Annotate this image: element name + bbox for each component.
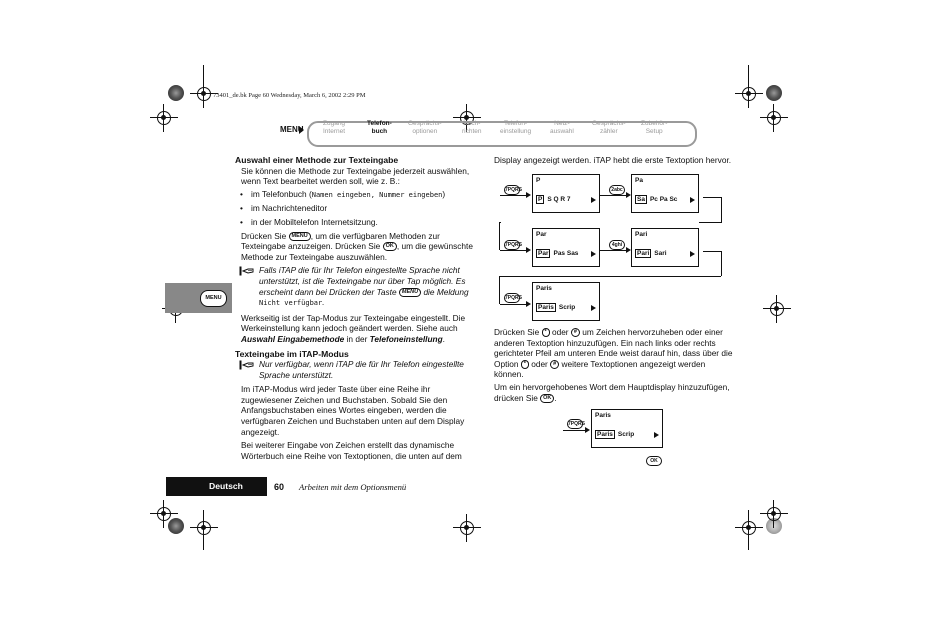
side-tab <box>165 283 232 313</box>
arrow-line <box>703 197 721 198</box>
note: Falls iTAP die für Ihr Telefon eingestellte Sprache nicht unterstützt, ist die Texteingabe nur über Tap möglich. Es erscheint dann bei Drücken der Taste MENU die Meldung Nicht verfügbar. <box>235 265 480 308</box>
menu-label: MENU <box>280 125 304 134</box>
arrow-right-icon <box>526 247 531 253</box>
arrow-right-icon <box>299 126 304 134</box>
connector-line <box>721 197 722 223</box>
crop-line <box>203 65 204 105</box>
nav-item-netzauswahl: Netz- auswahl <box>550 120 574 135</box>
phone-display: Paris Paris Scrip <box>532 282 600 321</box>
heading-text-method: Auswahl einer Methode zur Texteingabe <box>235 155 399 165</box>
footer-chapter-title: Arbeiten mit dem Optionsmenü <box>299 482 407 492</box>
registration-mark-icon <box>760 500 788 528</box>
phone-display: Pa Sa Pc Pa Sc <box>631 174 699 213</box>
key-2-icon: 2abc <box>609 185 625 195</box>
paragraph: Display angezeigt werden. iTAP hebt die erste Textoption hervor. <box>494 155 732 165</box>
registration-mark-icon <box>735 80 763 108</box>
nav-item-telefoneinstellung: Telefon- einstellung <box>500 120 532 135</box>
arrow-right-icon <box>654 432 659 438</box>
list-item: • im Nachrichteneditor <box>235 203 480 214</box>
paragraph: Drücken Sie MENU , um die verfügbaren Methoden zur Texteingabe anzuzeigen. Drücken Sie OK , um die gewünschte Methode zur Texteingabe auszuwählen. <box>241 230 473 262</box>
crop-line <box>748 510 749 550</box>
paragraph: Im iTAP-Modus wird jeder Taste über eine Reihe ihr zugewiesener Zeichen und Buchstaben. Sobald Sie den Anfangsbuchstaben eines Wortes eingeben, werden die verfügbaren Zeichen und Buchstaben unten auf dem Display angezeigt. <box>241 384 465 437</box>
arrow-right-icon <box>591 305 596 311</box>
ok-key-icon: OK <box>646 456 662 466</box>
registration-mark-icon <box>763 295 791 323</box>
arrow-right-icon <box>591 251 596 257</box>
paragraph: Um ein hervorgehobenes Wort dem Hauptdisplay hinzuzufügen, drücken Sie OK . <box>494 382 730 403</box>
arrow-right-icon <box>526 301 531 307</box>
paragraph: Bei weiterer Eingabe von Zeichen erstellt das dynamische Wörterbuch eine Reihe von Textoptionen, die unten auf dem <box>241 440 462 461</box>
star-key-icon: * <box>542 328 550 337</box>
menu-navigation-bar <box>275 117 693 145</box>
phone-display: Pari Pari Sari <box>631 228 699 267</box>
arrow-line <box>499 276 721 277</box>
paragraph: Werkseitig ist der Tap-Modus zur Texteingabe eingestellt. Die Werkeinstellung kann jedoch geändert werden. Siehe auch Auswahl Eingabemethode in der Telefoneinstellung. <box>241 312 466 344</box>
nav-item-telefonbuch: Telefon- buch <box>367 120 392 135</box>
heading-itap-mode: Texteingabe im iTAP-Modus <box>235 348 349 359</box>
menu-key-icon: MENU <box>200 290 227 307</box>
crop-line <box>748 65 749 105</box>
arrow-right-icon <box>591 197 596 203</box>
note-hand-icon <box>239 266 255 276</box>
registration-mark-icon <box>453 514 481 542</box>
registration-mark-icon <box>190 514 218 542</box>
color-disc-icon <box>168 85 184 101</box>
crop-line <box>203 510 204 550</box>
phone-display: P P S Q R 7 <box>532 174 600 213</box>
ok-key-icon: OK <box>383 242 397 251</box>
hash-key-icon: # <box>571 328 580 337</box>
nav-item-zubehoer-setup: Zubehör- Setup <box>641 120 668 135</box>
key-4-icon: 4ghi <box>609 240 625 250</box>
registration-mark-icon <box>150 104 178 132</box>
hash-key-icon: # <box>550 360 559 369</box>
connector-line <box>499 222 500 250</box>
phone-display: Par Par Pas Sas <box>532 228 600 267</box>
arrow-line <box>600 195 626 196</box>
footer-language-tab: Deutsch <box>166 477 267 496</box>
arrow-right-icon <box>690 197 695 203</box>
arrow-line <box>699 222 721 223</box>
print-header-meta: 73401_de.bk Page 60 Wednesday, March 6, 2002 2:29 PM <box>213 92 366 99</box>
paragraph: Sie können die Methode zur Texteingabe jederzeit auswählen, wenn Text bearbeitet werden soll, wie z. B.: <box>241 165 470 187</box>
arrow-right-icon <box>585 427 590 433</box>
arrow-right-icon <box>690 251 695 257</box>
star-key-icon: * <box>521 360 529 369</box>
color-disc-icon <box>766 85 782 101</box>
connector-line <box>499 276 500 304</box>
note-hand-icon <box>239 360 255 370</box>
paragraph: Drücken Sie * oder # um Zeichen hervorzuheben oder einer anderen Textoption hinzuzufügen. Ein nach links oder rechts gerichteter Pfeil am unteren Ende weist darauf hin, dass über die Option * oder # weitere Textoptionen angezeigt werden können. <box>494 327 733 380</box>
list-item: • im Telefonbuch (Namen eingeben, Nummer eingeben) <box>235 189 480 201</box>
arrow-line <box>500 304 526 305</box>
nav-item-gespraechsoptionen: Gesprächs- optionen <box>408 120 442 135</box>
key-7-icon: 7PQRS <box>505 242 522 248</box>
arrow-line <box>563 430 585 431</box>
registration-mark-icon <box>760 104 788 132</box>
arrow-line <box>499 222 501 223</box>
registration-mark-icon <box>735 514 763 542</box>
arrow-line <box>500 195 526 196</box>
connector-line <box>721 251 722 276</box>
phone-display: Paris Paris Scrip <box>591 409 663 448</box>
menu-key-icon: MENU <box>289 232 311 241</box>
nav-item-nachrichten: Nach- richten <box>462 120 482 135</box>
list-item: • in der Mobiltelefon Internetsitzung. <box>235 217 480 228</box>
arrow-right-icon <box>526 192 531 198</box>
ok-key-icon: OK <box>540 394 554 403</box>
color-disc-icon <box>168 518 184 534</box>
page-number: 60 <box>274 482 285 492</box>
menu-key-icon: MENU <box>399 288 421 297</box>
arrow-line <box>600 250 626 251</box>
key-7-icon: 7PQRS <box>505 187 522 193</box>
nav-item-zugang-internet: Zugang Internet <box>323 120 346 135</box>
key-7-icon: 7PQRS <box>568 421 585 427</box>
arrow-line <box>703 251 721 252</box>
arrow-line <box>500 250 526 251</box>
key-7-icon: 7PQRS <box>505 295 522 301</box>
left-column <box>235 155 480 461</box>
nav-item-gespraechszaehler: Gesprächs- zähler <box>592 120 626 135</box>
note: Nur verfügbar, wenn iTAP die für Ihr Telefon eingestellte Sprache unterstützt. <box>235 359 480 380</box>
